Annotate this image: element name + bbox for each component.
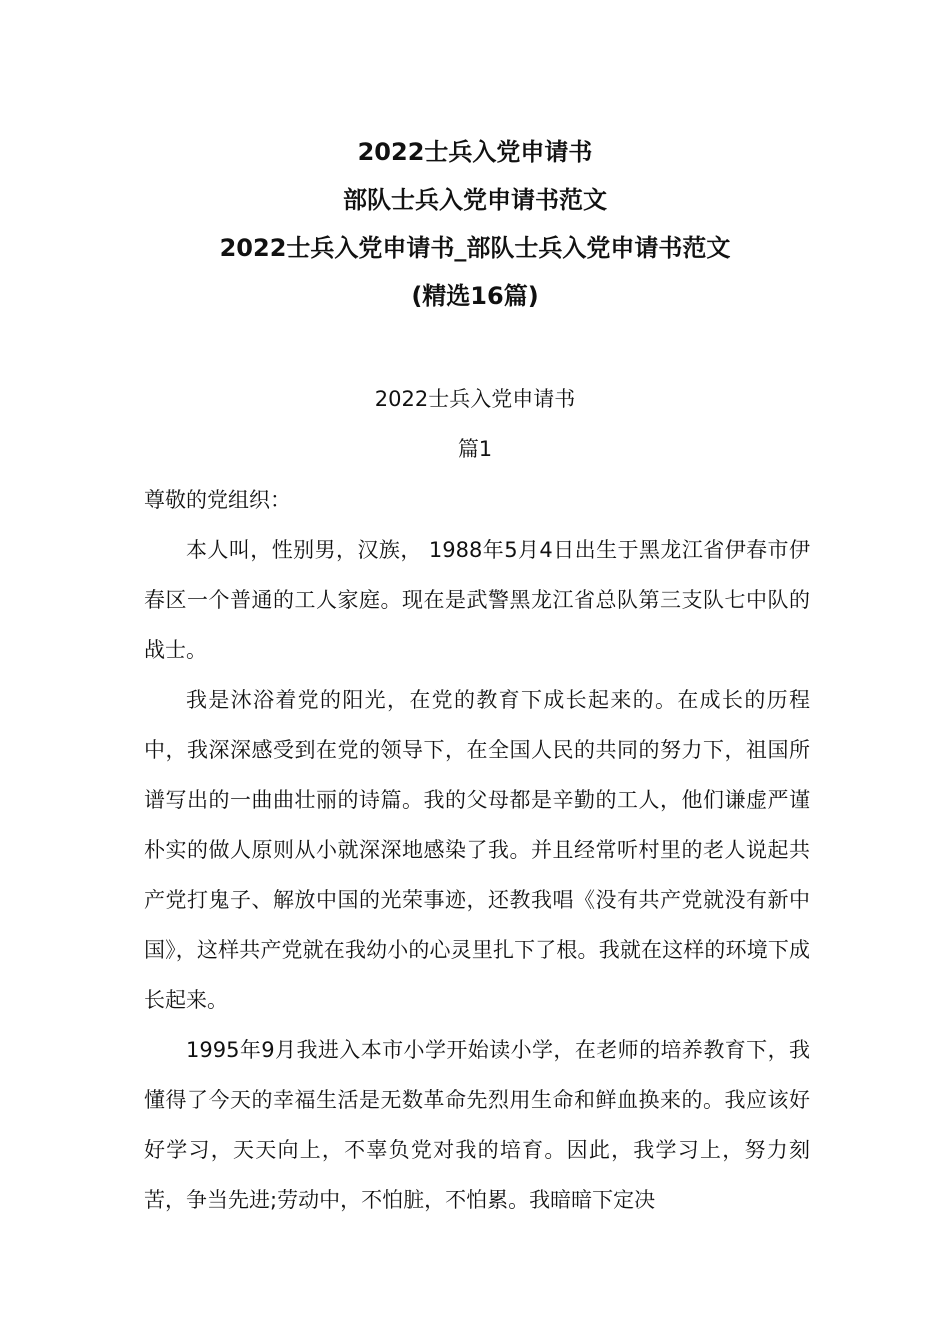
section-heading: 2022士兵入党申请书 — [374, 387, 576, 411]
document-title — [0, 128, 950, 320]
title-line-2: 部队士兵入党申请书范文 — [343, 186, 607, 214]
title-line-4: (精选16篇) — [411, 282, 539, 310]
body-paragraph: 我是沐浴着党的阳光，在党的教育下成长起来的。在成长的历程中，我深深感受到在党的领导下，在全国人民的共同的努力下，祖国所谱写出的一曲曲壮丽的诗篇。我的父母都是辛勤的工人，他们谦虚严谨朴实的做人原则从小就深深地感染了我。并且经常听村里的老人说起共产党打鬼子、解放中国的光荣事迹，还教我唱《没有共产党就没有新中国》，这样共产党就在我幼小的心灵里扎下了根。我就在这样的环境下成长起来。 — [144, 688, 810, 1012]
salutation: 尊敬的党组织： — [144, 488, 291, 512]
body-paragraph: 1995年9月我进入本市小学开始读小学，在老师的培养教育下，我懂得了今天的幸福生活是无数革命先烈用生命和鲜血换来的。我应该好好学习，天天向上，不辜负党对我的培育。因此，我学习上，努力刻苦，争当先进;劳动中，不怕脏，不怕累。我暗暗下定决 — [144, 1038, 810, 1212]
title-line-3: 2022士兵入党申请书_部队士兵入党申请书范文 — [219, 234, 731, 262]
document-body — [144, 475, 810, 1225]
article-label: 篇1 — [457, 437, 493, 461]
body-paragraph: 本人叫，性别男，汉族， 1988年5月4日出生于黑龙江省伊春市伊春区一个普通的工人家庭。现在是武警黑龙江省总队第三支队七中队的战士。 — [144, 538, 810, 662]
title-line-1: 2022士兵入党申请书 — [357, 138, 593, 166]
